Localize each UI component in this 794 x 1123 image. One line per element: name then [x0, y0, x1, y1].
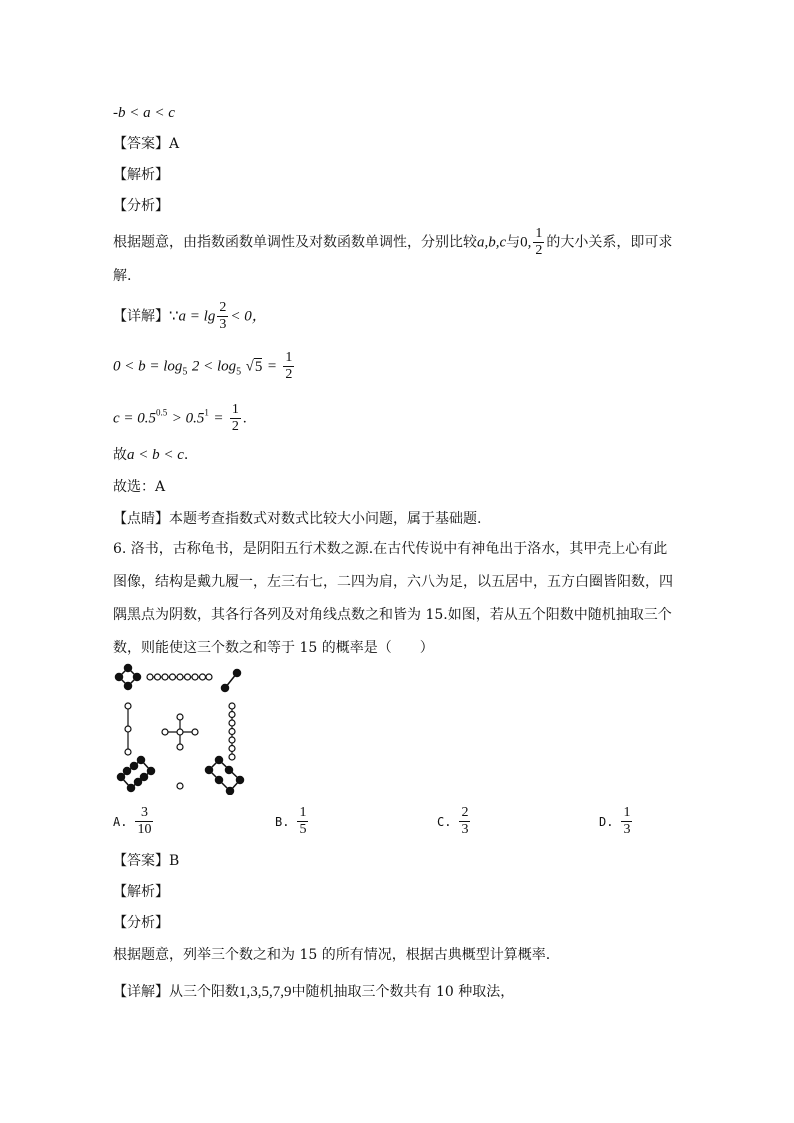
- half-fraction-b: [283, 350, 294, 383]
- expr-a: a = lg: [178, 308, 216, 325]
- answer-label: 【答案】A: [113, 136, 180, 152]
- fenxi-suffix: 的大小关系，即可求: [546, 234, 673, 251]
- luoshu-seven-right: [229, 703, 235, 760]
- inequality-line: -b < a < c: [113, 105, 175, 121]
- fraction-numerator: 1: [231, 402, 239, 417]
- fenxi-vars: a,b,c: [477, 234, 507, 251]
- option-fraction: [135, 805, 153, 838]
- question-6: 6. 洛书，古称龟书，是阴阳五行术数之源.在古代传说中有神龟出于洛水，其甲壳上心有此图像，结构是戴九履一，左三右七，二四为肩，六八为足，以五居中，五方白圈皆阳数，四隅黑点为阴数，其各行各列及对角线点数之和皆为 15.如图，若从五个阳数中随机抽取三个数，则能使这三个数之和等于 15 的概率是（ ）: [113, 541, 673, 656]
- fraction-numerator: 1: [299, 805, 307, 820]
- fraction-denominator: 10: [137, 822, 152, 837]
- eq-b-prefix: 0 < b = log: [113, 358, 183, 375]
- luoshu-figure: [113, 660, 253, 795]
- comment-line: 【点睛】本题考查指数式对数式比较大小问题，属于基础题.: [113, 511, 482, 527]
- option-fraction: [621, 805, 632, 838]
- eq-c-mid: > 0.5: [171, 410, 205, 427]
- half-fraction-c: [230, 402, 241, 435]
- conclusion-end: .: [183, 447, 189, 463]
- fraction-numerator: 1: [285, 350, 293, 365]
- analysis-heading: 【解析】: [113, 167, 169, 183]
- luoshu-eight-bottom-left: [118, 757, 155, 792]
- conclusion-prefix: 故: [113, 447, 127, 463]
- fenxi-paragraph: [113, 226, 672, 259]
- conclusion-expr: a < b < c: [127, 447, 184, 463]
- equation-c: [113, 402, 247, 435]
- detail2-prefix: 【详解】从三个阳数: [113, 984, 239, 1000]
- conclusion-line: [113, 446, 188, 464]
- expr-a-tail: < 0，: [230, 308, 267, 325]
- option-fraction: [297, 805, 308, 838]
- option-label: A.: [113, 814, 128, 829]
- option-fraction: [459, 805, 470, 838]
- luoshu-nine-top: [147, 674, 212, 680]
- answer-label-2: 【答案】B: [113, 853, 180, 869]
- fenxi-mid: 与: [506, 234, 521, 251]
- fraction-denominator: 3: [623, 822, 631, 837]
- option-b: [275, 805, 310, 838]
- option-d: [599, 805, 634, 838]
- detail-paragraph-2: [113, 983, 514, 1001]
- detail2-suffix: 中随机抽取三个数共有 10 种取法，: [291, 984, 515, 1000]
- eq-c-exp2: 1: [204, 407, 209, 418]
- fraction-denominator: 2: [231, 419, 239, 434]
- option-c: [437, 805, 472, 838]
- luoshu-five-center: [162, 714, 198, 750]
- eq-b-base: 5: [182, 366, 188, 378]
- fraction-numerator: 3: [135, 805, 153, 822]
- fraction-denominator: 3: [219, 317, 227, 332]
- two-thirds-fraction: [217, 300, 228, 333]
- equation-b: [113, 350, 296, 383]
- eq-c-exp1: 0.5: [156, 407, 168, 418]
- fraction-numerator: 1: [535, 226, 543, 241]
- eq-c-end: .: [242, 410, 247, 427]
- option-label: D.: [599, 814, 614, 829]
- luoshu-six-bottom-right: [206, 757, 244, 795]
- option-label: C.: [437, 814, 452, 829]
- fenxi-text: 根据题意，由指数函数单调性及对数函数单调性，分别比较: [113, 234, 477, 251]
- detail-a-line: [113, 300, 267, 333]
- option-label: B.: [275, 814, 290, 829]
- eq-c-equals: =: [213, 410, 224, 427]
- sqrt-symbol: √5: [245, 358, 263, 375]
- eq-b-equals: =: [266, 358, 277, 375]
- luoshu-three-left: [125, 703, 131, 755]
- fraction-numerator: 2: [461, 805, 469, 820]
- eq-c-prefix: c = 0.5: [113, 410, 157, 427]
- fenxi-paragraph-2: 根据题意，列举三个数之和为 15 的所有情况，根据古典概型计算概率.: [113, 947, 551, 963]
- fraction-numerator: 2: [219, 300, 227, 315]
- fenxi-zero: 0,: [520, 234, 532, 251]
- fraction-numerator: 1: [623, 805, 631, 820]
- fraction-denominator: 2: [535, 243, 543, 258]
- fraction-denominator: 2: [285, 367, 293, 382]
- luoshu-one-bottom: [177, 783, 183, 789]
- fenxi-line2: 解.: [113, 268, 132, 284]
- fraction-denominator: 3: [461, 822, 469, 837]
- sqrt-radicand: 5: [254, 358, 263, 375]
- because-symbol: ∵: [169, 308, 179, 325]
- fenxi-heading: 【分析】: [113, 198, 169, 214]
- luoshu-four-top-left: [116, 665, 141, 690]
- eq-b-base2: 5: [236, 366, 242, 378]
- fraction-denominator: 5: [299, 822, 307, 837]
- luoshu-two-top-right: [222, 670, 241, 692]
- fenxi-heading-2: 【分析】: [113, 915, 169, 931]
- analysis-heading-2: 【解析】: [113, 884, 169, 900]
- detail-label: 【详解】: [113, 308, 169, 325]
- half-fraction: [533, 226, 544, 259]
- detail2-nums: 1,3,5,7,9: [239, 984, 292, 1000]
- choice-line: 故选：A: [113, 479, 166, 495]
- option-a: [113, 805, 155, 838]
- eq-b-mid: 2 < log: [191, 358, 237, 375]
